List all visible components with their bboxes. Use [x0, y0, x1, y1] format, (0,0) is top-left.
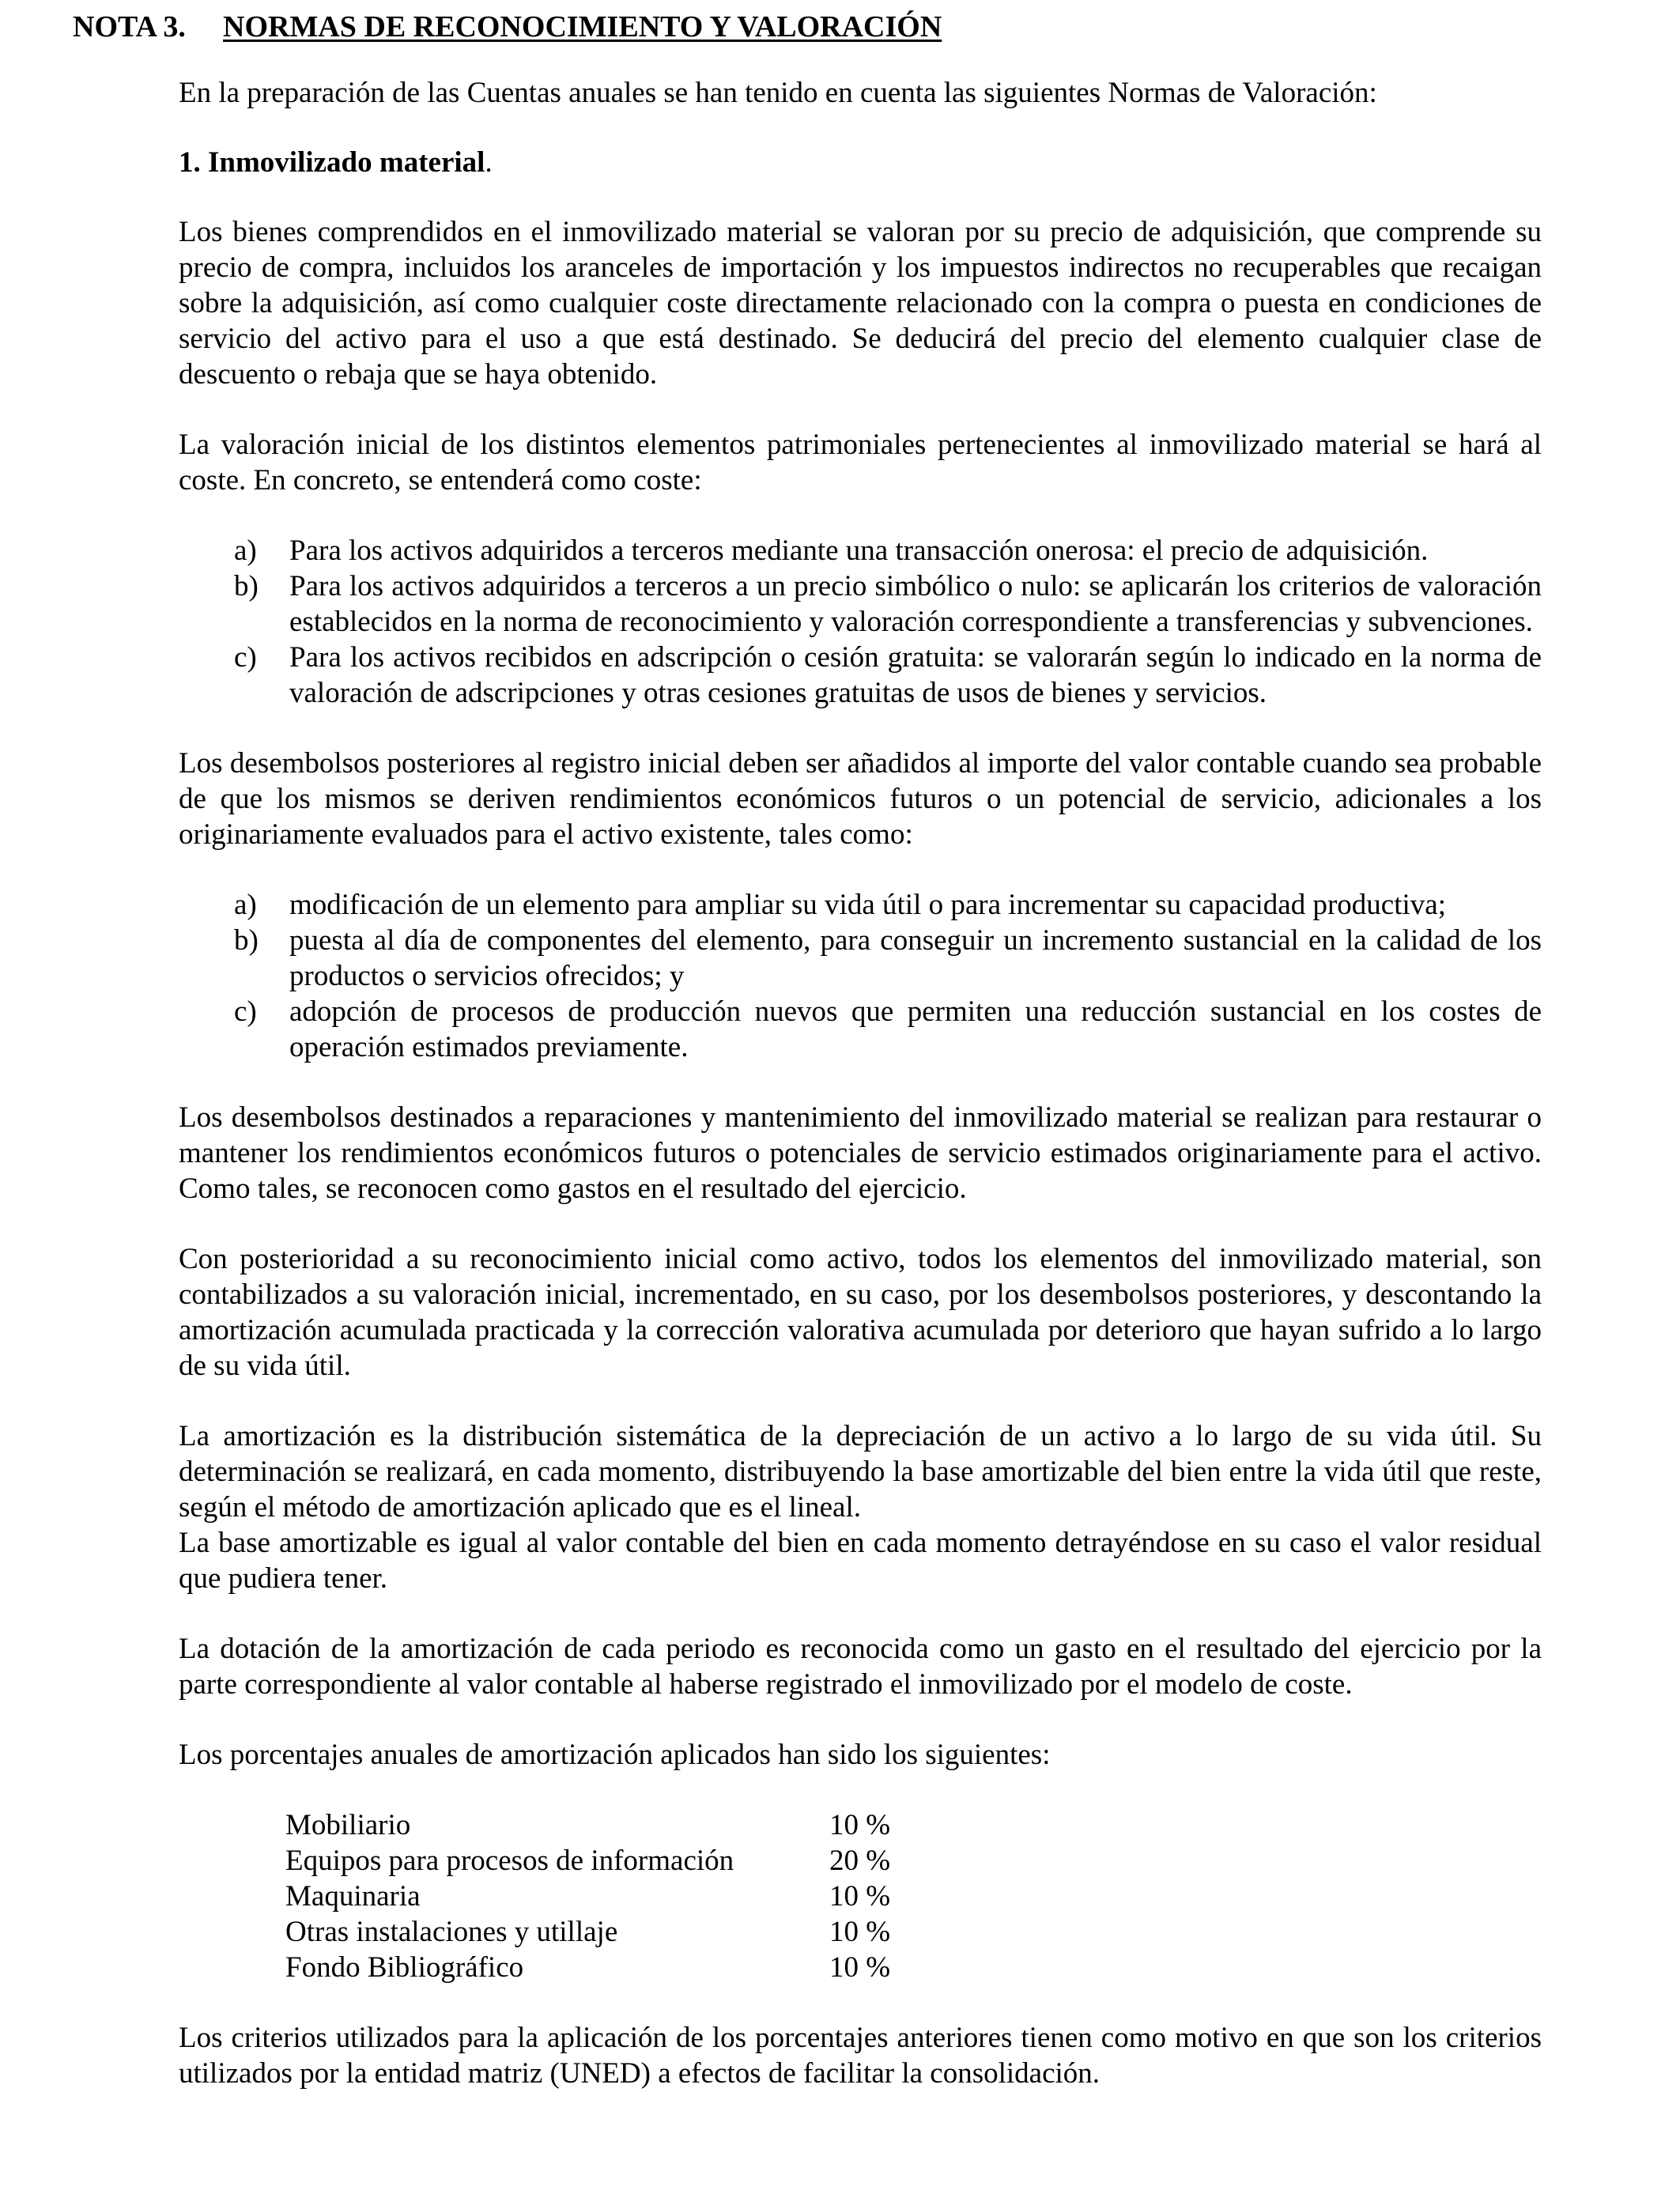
table-row	[285, 1879, 924, 1914]
list-marker: b)	[234, 924, 259, 957]
table-row	[285, 1950, 924, 1985]
asset-name: Mobiliario	[285, 1809, 411, 1841]
paragraph-subsequent-outlays: Los desembolsos posteriores al registro inicial deben ser añadidos al importe del valor contable cuando sea probable de que los mismos se deriven rendimientos económicos futuros o un potencial de servicio, adicionales a los originariamente evaluados para el activo existente, tales como:	[179, 747, 1542, 851]
list-marker: b)	[234, 570, 259, 602]
note-body	[179, 75, 1542, 2126]
asset-name: Otras instalaciones y utillaje	[285, 1916, 618, 1948]
paragraph-subsequent-measurement: Con posterioridad a su reconocimiento inicial como activo, todos los elementos del inmovilizado material, son contabilizados a su valoración inicial, incrementado, en su caso, por los desembolsos posteriores, y descontando la amortización acumulada practicada y la corrección valorativa acumulada por deterioro que hayan sufrido a lo largo de su vida útil.	[179, 1243, 1542, 1382]
paragraph-criteria-reason: Los criterios utilizados para la aplicación de los porcentajes anteriores tienen como motivo en que son los criterios utilizados por la entidad matriz (UNED) a efectos de facilitar la consolidación.	[179, 2022, 1542, 2090]
paragraph-initial-valuation: La valoración inicial de los distintos elementos patrimoniales pertenecientes al inmovilizado material se hará al coste. En concreto, se entenderá como coste:	[179, 429, 1542, 497]
asset-rate: 10 %	[829, 1809, 891, 1841]
list-item-text: Para los activos adquiridos a terceros mediante una transacción onerosa: el precio de adquisición.	[289, 534, 1429, 567]
asset-rate: 10 %	[829, 1951, 891, 1984]
asset-name: Maquinaria	[285, 1880, 421, 1913]
asset-name: Fondo Bibliográfico	[285, 1951, 524, 1984]
list-marker: a)	[234, 534, 257, 567]
table-row	[285, 1843, 924, 1879]
table-row	[285, 1914, 924, 1950]
list-item	[179, 640, 1542, 711]
list-marker: c)	[234, 641, 257, 674]
list-item	[179, 533, 1542, 568]
section-heading	[179, 145, 1542, 180]
paragraph-rates-intro: Los porcentajes anuales de amortización aplicados han sido los siguientes:	[179, 1739, 1051, 1771]
table-row	[285, 1807, 924, 1843]
cost-criteria-list	[179, 533, 1542, 711]
paragraph-amortization-expense: La dotación de la amortización de cada periodo es reconocida como un gasto en el resultado del ejercicio por la parte correspondiente al valor contable al haberse registrado el inmovilizado por el modelo de coste.	[179, 1633, 1542, 1701]
section-title-period: .	[485, 146, 493, 179]
list-item	[179, 923, 1542, 994]
list-item-text: puesta al día de componentes del elemento, para conseguir un incremento sustancial en la calidad de los productos o servicios ofrecidos; y	[289, 924, 1542, 992]
asset-rate: 20 %	[829, 1845, 891, 1877]
subsequent-outlays-list	[179, 887, 1542, 1065]
asset-name: Equipos para procesos de información	[285, 1845, 734, 1877]
list-item	[179, 887, 1542, 923]
asset-rate: 10 %	[829, 1880, 891, 1913]
list-item-text: adopción de procesos de producción nuevos que permiten una reducción sustancial en los costes de operación estimados previamente.	[289, 995, 1542, 1063]
paragraph-amortization: La amortización es la distribución sistemática de la depreciación de un activo a lo largo de su vida útil. Su determinación se realizará, en cada momento, distribuyendo la base amortizable del bien entre la vida útil que reste, según el método de amortización aplicado que es el lineal.	[179, 1420, 1542, 1524]
list-item-text: Para los activos recibidos en adscripción o cesión gratuita: se valorarán según lo indicado en la norma de valoración de adscripciones y otras cesiones gratuitas de usos de bienes y servicios.	[289, 641, 1542, 709]
list-item	[179, 568, 1542, 640]
paragraph-amortizable-base: La base amortizable es igual al valor contable del bien en cada momento detrayéndose en su caso el valor residual que pudiera tener.	[179, 1527, 1542, 1595]
note-number: NOTA 3.	[73, 10, 186, 43]
amortization-rates-table	[285, 1807, 924, 1985]
intro-paragraph: En la preparación de las Cuentas anuales se han tenido en cuenta las siguientes Normas de Valoración:	[179, 77, 1377, 109]
list-item-text: Para los activos adquiridos a terceros a un precio simbólico o nulo: se aplicarán los criterios de valoración establecidos en la norma de reconocimiento y valoración correspondiente a transferencias y subvenciones.	[289, 570, 1542, 638]
list-marker: c)	[234, 995, 257, 1028]
paragraph-repairs: Los desembolsos destinados a reparaciones y mantenimiento del inmovilizado material se realizan para restaurar o mantener los rendimientos económicos futuros o potenciales de servicio estimados originariamente para el activo. Como tales, se reconocen como gastos en el resultado del ejercicio.	[179, 1101, 1542, 1205]
asset-rate: 10 %	[829, 1916, 891, 1948]
paragraph-acquisition-price: Los bienes comprendidos en el inmovilizado material se valoran por su precio de adquisición, que comprende su precio de compra, incluidos los aranceles de importación y los impuestos indirectos no recuperables que recaigan sobre la adquisición, así como cualquier coste directamente relacionado con la compra o puesta en condiciones de servicio del activo para el uso a que está destinado. Se deducirá del precio del elemento cualquier clase de descuento o rebaja que se haya obtenido.	[179, 216, 1542, 391]
section-title: 1. Inmovilizado material	[179, 146, 485, 179]
list-item-text: modificación de un elemento para ampliar su vida útil o para incrementar su capacidad productiva;	[289, 889, 1446, 921]
note-title: NORMAS DE RECONOCIMIENTO Y VALORACIÓN	[223, 10, 942, 43]
list-item	[179, 994, 1542, 1065]
list-marker: a)	[234, 889, 257, 921]
note-heading	[73, 8, 942, 46]
